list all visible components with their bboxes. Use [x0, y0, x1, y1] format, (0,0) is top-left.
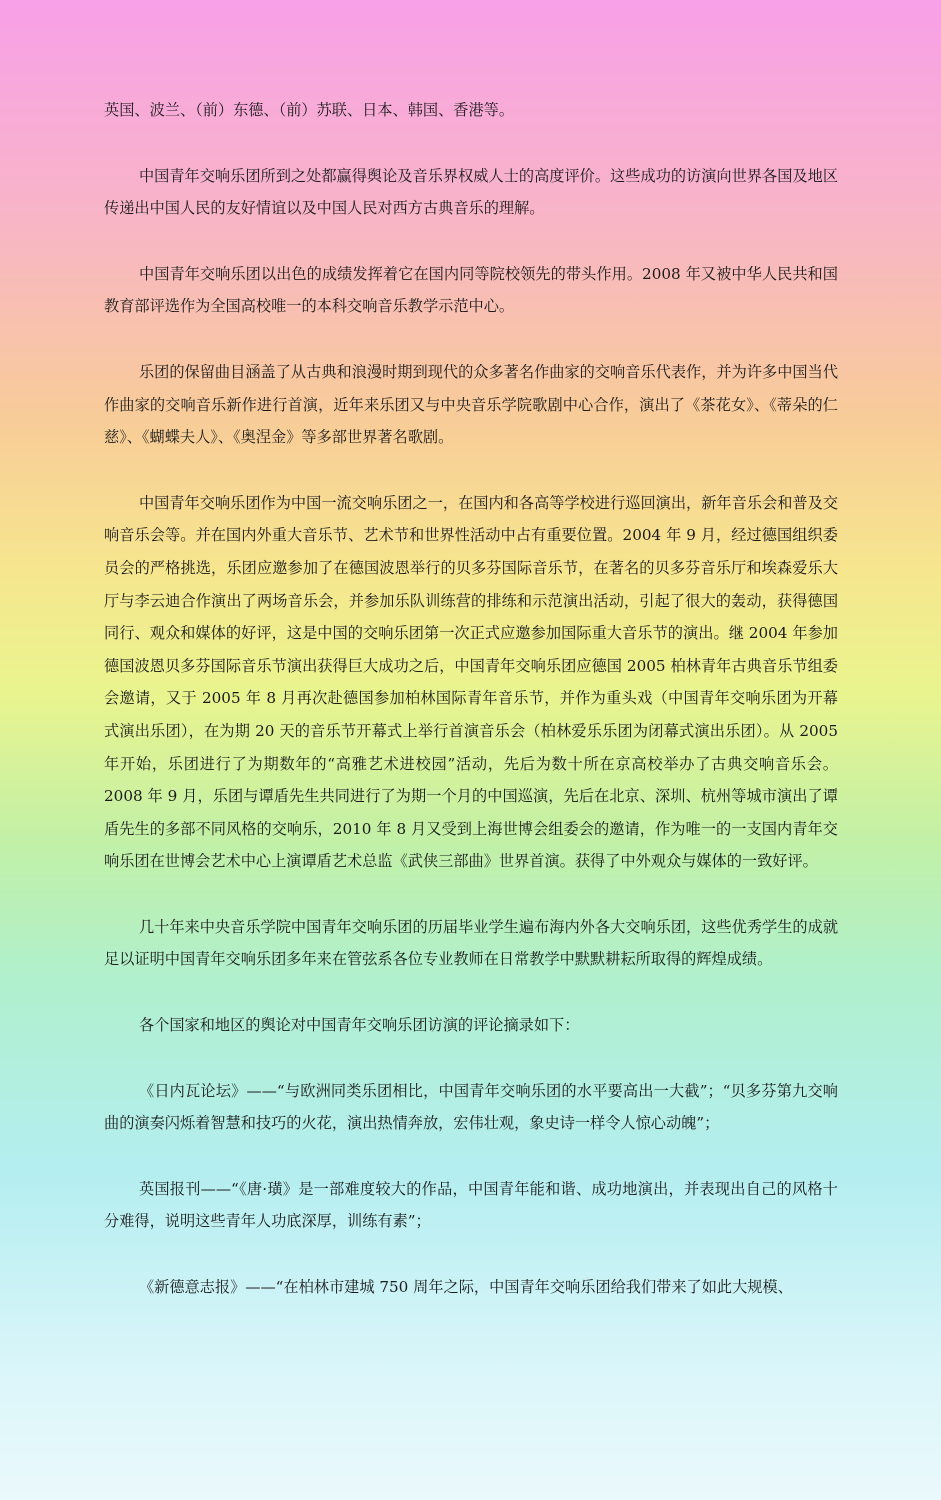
paragraph-review-uk: 英国报刊——“《唐·璜》是一部难度较大的作品，中国青年能和谐、成功地演出，并表现出自己的风格十分难得，说明这些青年人功底深厚，训练有素”；: [104, 1179, 838, 1231]
paragraph-evaluation: 中国青年交响乐团所到之处都赢得舆论及音乐界权威人士的高度评价。这些成功的访演向世界各国及地区传递出中国人民的友好情谊以及中国人民对西方古典音乐的理解。: [104, 166, 838, 218]
paragraph-review-geneva: 《日内瓦论坛》——“与欧洲同类乐团相比，中国青年交响乐团的水平要高出一大截”；“贝多芬第九交响曲的演奏闪烁着智慧和技巧的火花，演出热情奔放，宏伟壮观，象史诗一样令人惊心动魄”；: [104, 1081, 838, 1133]
paragraph-tour-countries: 英国、波兰、（前）东德、（前）苏联、日本、韩国、香港等。: [104, 101, 515, 119]
paragraph-performances: 中国青年交响乐团作为中国一流交响乐团之一，在国内和各高等学校进行巡回演出，新年音乐会和普及交响音乐会等。并在国内外重大音乐节、艺术节和世界性活动中占有重要位置。2004 年 9 月，经过德国组织委员会的严格挑选，乐团应邀参加了在德国波恩举行的贝多芬国际音乐节，在著名的贝多芬音乐厅和埃森爱乐大厅与李云迪合作演出了两场音乐会，并参加乐队训练营的排练和示范演出活动，引起了很大的轰动，获得德国同行、观众和媒体的好评，这是中国的交响乐团第一次正式应邀参加国际重大音乐节的演出。继 2004 年参加德国波恩贝多芬国际音乐节演出获得巨大成功之后，中国青年交响乐团应德国 2005 柏林青年古典音乐节组委会邀请，又于 2005 年 8 月再次赴德国参加柏林国际青年音乐节，并作为重头戏（中国青年交响乐团为开幕式演出乐团），在为期 20 天的音乐节开幕式上举行首演音乐会（柏林爱乐乐团为闭幕式演出乐团）。从 2005 年开始，乐团进行了为期数年的“高雅艺术进校园”活动，先后为数十所在京高校举办了古典交响音乐会。2008 年 9 月，乐团与谭盾先生共同进行了为期一个月的中国巡演，先后在北京、深圳、杭州等城市演出了谭盾先生的多部不同风格的交响乐，2010 年 8 月又受到上海世博会组委会的邀请，作为唯一的一支国内青年交响乐团在世博会艺术中心上演谭盾艺术总监《武侠三部曲》世界首演。获得了中外观众与媒体的一致好评。: [104, 493, 838, 871]
paragraph-leading-role: 中国青年交响乐团以出色的成绩发挥着它在国内同等院校领先的带头作用。2008 年又被中华人民共和国教育部评选作为全国高校唯一的本科交响音乐教学示范中心。: [104, 264, 838, 316]
document-body: [104, 94, 838, 1304]
paragraph-review-germany: 《新德意志报》——“在柏林市建城 750 周年之际，中国青年交响乐团给我们带来了如此大规模、: [138, 1278, 793, 1297]
paragraph-graduates: 几十年来中央音乐学院中国青年交响乐团的历届毕业学生遍布海内外各大交响乐团，这些优秀学生的成就足以证明中国青年交响乐团多年来在管弦系各位专业教师在日常教学中默默耕耘所取得的辉煌成绩。: [104, 917, 838, 969]
paragraph-reviews-intro: 各个国家和地区的舆论对中国青年交响乐团访演的评论摘录如下：: [138, 1016, 580, 1035]
paragraph-repertoire: 乐团的保留曲目涵盖了从古典和浪漫时期到现代的众多著名作曲家的交响音乐代表作，并为许多中国当代作曲家的交响音乐新作进行首演，近年来乐团又与中央音乐学院歌剧中心合作，演出了《茶花女》、《蒂朵的仁慈》、《蝴蝶夫人》、《奥涅金》等多部世界著名歌剧。: [104, 362, 838, 447]
